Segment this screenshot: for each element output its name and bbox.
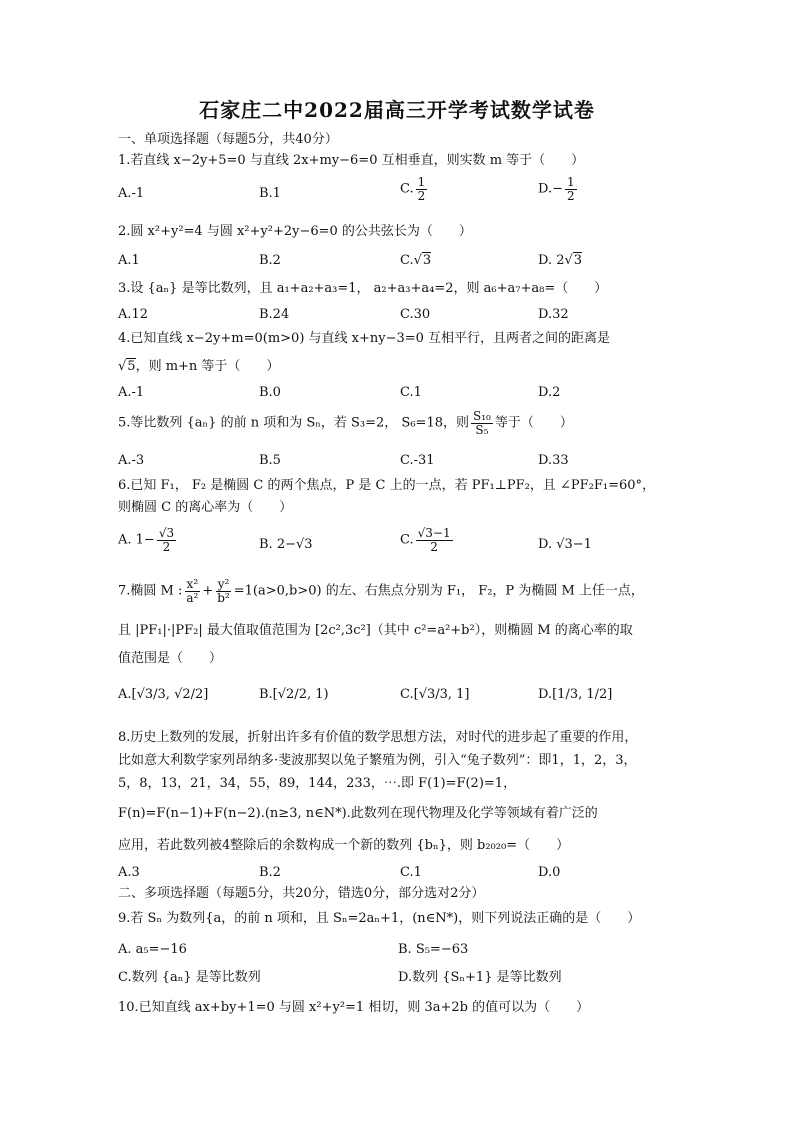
question-8-line-3: 5，8，13，21，34，55，89，144，233，⋯.即 F(1)=F(2)=1， [118, 776, 517, 791]
question-10: 10.已知直线 ax+by+1=0 与圆 x²+y²=1 相切，则 3a+2b 的值可以为（ ） [118, 1000, 590, 1015]
option-d: D.32 [538, 307, 569, 322]
option-d: D.数列 {Sₙ+1} 是等比数列 [398, 970, 562, 985]
option-d: D.0 [538, 865, 561, 880]
option-d: D.33 [538, 453, 569, 468]
option-c: C.1 [400, 865, 422, 880]
option-a: A.[√3/3, √2/2] [118, 687, 209, 702]
option-a: A.3 [118, 865, 140, 880]
option-b: B.1 [259, 186, 281, 201]
option-c: C.数列 {aₙ} 是等比数列 [118, 970, 261, 985]
option-c: C.1 [400, 385, 422, 400]
question-8-line-2: 比如意大利数学家列昂纳多·斐波那契以兔子繁殖为例，引入“兔子数列”：即1，1，2，3， [118, 753, 637, 768]
option-a: A.-1 [118, 186, 145, 201]
option-a: A.1 [118, 253, 140, 268]
option-a: A. 1− $\frac{√3}{2}$ [118, 526, 175, 554]
question-4-line-2: √5，则 m+n 等于（ ） [118, 359, 280, 374]
option-a: A. a₅=−16 [118, 942, 187, 957]
question-8-line-1: 8.历史上数列的发展，折射出许多有价值的数学思想方法，对时代的进步起了重要的作用， [118, 730, 638, 745]
option-d: D. √3−1 [538, 537, 592, 552]
option-c: C. $\frac{1}{2}$ [400, 175, 426, 203]
question-6-line-2: 则椭圆 C 的离心率为（ ） [118, 500, 293, 515]
option-d: D.− $\frac{1}{2}$ [538, 175, 575, 203]
option-b: B.5 [259, 453, 281, 468]
question-6-line-1: 6.已知 F₁， F₂ 是椭圆 C 的两个焦点，P 是 C 上的一点，若 PF₁⊥PF₂，且 ∠PF₂F₁=60°， [118, 478, 656, 493]
option-a: A.-1 [118, 385, 145, 400]
question-2: 2.圆 x²+y²=4 与圆 x²+y²+2y−6=0 的公共弦长为（ ） [118, 224, 472, 239]
option-b: B.24 [259, 307, 290, 322]
option-b: B.[√2/2, 1) [259, 687, 329, 702]
question-1-options [118, 176, 678, 216]
page-title: 石家庄二中2022届高三开学考试数学试卷 [199, 98, 595, 122]
question-7-line-3: 值范围是（ ） [118, 651, 223, 666]
option-c: C. $\frac{√3-1}{2}$ [400, 526, 451, 554]
option-d: D. 2√3 [538, 253, 583, 268]
section-heading-multiple-choice: 二、多项选择题（每题5分，共20分，错选0分，部分选对2分） [118, 886, 485, 901]
question-8-line-4: F(n)=F(n−1)+F(n−2).(n≥3, n∈N*).此数列在现代物理及化学等领域有着广泛的 [118, 806, 598, 821]
option-c: C.√3 [400, 253, 432, 268]
option-b: B.0 [259, 385, 281, 400]
option-a: A.12 [118, 307, 149, 322]
question-9: 9.若 Sₙ 为数列{a，的前 n 项和，且 Sₙ=2aₙ+1，(n∈N*)，则下列说法正确的是（ ） [118, 911, 641, 926]
option-b: B.2 [259, 253, 281, 268]
question-1: 1.若直线 x−2y+5=0 与直线 2x+my−6=0 互相垂直，则实数 m 等于（ ） [118, 153, 585, 168]
question-7-options [118, 687, 678, 727]
question-8-line-5: 应用，若此数列被4整除后的余数构成一个新的数列 {bₙ}，则 b₂₀₂₀=（ ） [118, 838, 570, 853]
section-heading-single-choice: 一、单项选择题（每题5分，共40分） [118, 132, 338, 147]
question-6-options [118, 527, 678, 567]
option-c: C.30 [400, 307, 431, 322]
question-3: 3.设 {aₙ} 是等比数列，且 a₁+a₂+a₃=1， a₂+a₃+a₄=2，则 a₆+a₇+a₈=（ ） [118, 281, 608, 296]
option-c: C.[√3/3, 1] [400, 687, 470, 702]
option-d: D.[1/3, 1/2] [538, 687, 613, 702]
question-7-line-2: 且 |PF₁|·|PF₂| 最大值取值范围为 [2c²,3c²]（其中 c²=a²+b²），则椭圆 M 的离心率的取 [118, 623, 633, 638]
option-c: C.-31 [400, 453, 435, 468]
question-4-line-1: 4.已知直线 x−2y+m=0(m>0) 与直线 x+ny−3=0 互相平行，且两者之间的距离是 [118, 331, 611, 346]
question-7-line-1: 7.椭圆 M : $\frac{\text{x²}}{\text{a²}}$ + $\frac{\text{y²}}{\text{b²}}$ =1(a>0,b>0) 的左、右焦点分别为 F₁， F₂，P 为椭圆 M 上任一点， [118, 577, 644, 605]
question-5: 5.等比数列 {aₙ} 的前 n 项和为 Sₙ，若 S₃=2， S₆=18，则 $\frac{\text{S₁₀}}{\text{S₅}}$ 等于（ ） [118, 409, 573, 437]
option-d: D.2 [538, 385, 561, 400]
option-b: B. S₅=−63 [398, 942, 469, 957]
option-b: B.2 [259, 865, 281, 880]
option-a: A.-3 [118, 453, 145, 468]
option-b: B. 2−√3 [259, 537, 313, 552]
